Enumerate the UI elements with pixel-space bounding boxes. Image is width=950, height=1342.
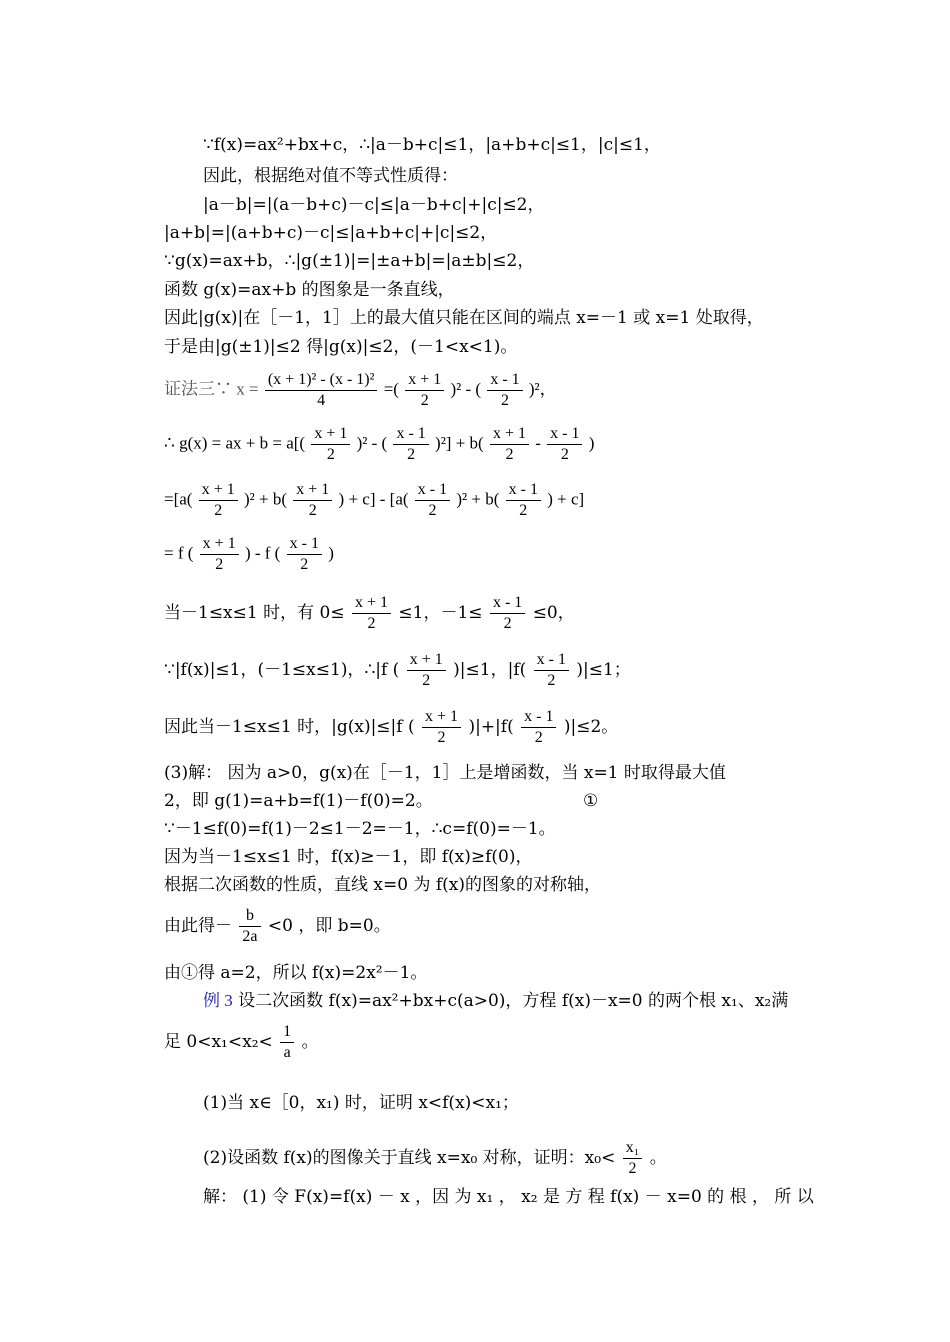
text-line: |a－b|=|(a－b+c)－c|≤|a－b+c|+|c|≤2， [203,195,545,215]
math-line: =[a( $\frac{x + 1}{2}$ )² + b( $\frac{x + 1}{2}$ ) + c] - [a( $\frac{x - 1}{2}$ )² + b( $\frac{x - 1}{2}$ ) + c] [164,481,585,519]
fraction: $\frac{x - 1}{2}$ [547,424,582,465]
fraction: $\frac{x - 1}{2}$ [534,650,569,691]
fraction: $\frac{x + 1}{2}$ [422,707,461,748]
math-line: (2)设函数 f(x)的图像关于直线 x=x₀ 对称，证明：x₀< $\frac{\text{x₁}}{2}$ 。 [203,1139,667,1177]
math-line: 因此当－1≤x≤1 时，|g(x)|≤|f ( $\frac{x + 1}{2}$ )|+|f( $\frac{x - 1}{2}$ )|≤2。 [164,708,619,746]
fraction: $\frac{x + 1}{2}$ [352,593,391,634]
example-label: 例 3 [203,991,233,1010]
fraction: $\frac{x - 1}{2}$ [490,593,525,634]
fraction: $\frac{x + 1}{2}$ [405,370,444,411]
math-text: 证法三∵ x = [164,379,259,399]
example-heading-line: 例 3 设二次函数 f(x)=ax²+bx+c(a>0)，方程 f(x)－x=0 的两个根 x₁、x₂满 [203,991,789,1011]
text-line: 函数 g(x)=ax+b 的图象是一条直线， [164,280,455,300]
math-line: ∵|f(x)|≤1，(－1≤x≤1)，∴|f ( $\frac{x + 1}{2}$ )|≤1，|f( $\frac{x - 1}{2}$ )|≤1； [164,651,631,689]
fraction: $\frac{x + 1}{2}$ [407,650,446,691]
text-line: 由①得 a=2，所以 f(x)=2x²－1。 [164,963,428,983]
fraction: $\frac{x + 1}{2}$ [199,480,238,521]
text-line: 因此|g(x)|在［－1，1］上的最大值只能在区间的端点 x=－1 或 x=1 处取得， [164,308,764,328]
text-line: 根据二次函数的性质，直线 x=0 为 f(x)的图象的对称轴， [164,875,602,895]
fraction: $\frac{x + 1}{2}$ [293,480,332,521]
fraction: $\frac{x + 1}{2}$ [200,534,239,575]
math-line: = f ( $\frac{x + 1}{2}$ ) - f ( $\frac{x - 1}{2}$ ) [164,535,334,573]
text-line: |a+b|=|(a+b+c)－c|≤|a+b+c|+|c|≤2， [164,223,498,243]
text-line: ∵g(x)=ax+b，∴|g(±1)|=|±a+b|=|a±b|≤2， [164,251,535,271]
fraction: $\frac{1}{a}$ [280,1022,294,1063]
text-line: 因为当－1≤x≤1 时，f(x)≥－1，即 f(x)≥f(0)， [164,847,533,867]
math-line: 证法三∵ x = $\frac{\text{(x + 1)² - (x - 1)²}}{4}$ =( $\frac{x + 1}{2}$ )² - ( $\frac{x - 1}{2}$ )²， [164,371,557,409]
math-line: 足 0<x₁<x₂< $\frac{1}{a}$ 。 [164,1023,319,1061]
fraction: $\frac{x - 1}{2}$ [287,534,322,575]
fraction: $\frac{x - 1}{2}$ [487,370,522,411]
fraction: $\frac{x - 1}{2}$ [521,707,556,748]
circled-one-marker: ① [583,791,599,811]
fraction: $\frac{\text{x₁}}{2}$ [623,1138,643,1179]
text-line: 2，即 g(1)=a+b=f(1)－f(0)=2。 [164,791,433,811]
fraction: $\frac{x - 1}{2}$ [506,480,541,521]
math-line: 当－1≤x≤1 时，有 0≤ $\frac{x + 1}{2}$ ≤1，－1≤ $\frac{x - 1}{2}$ ≤0， [164,594,575,632]
math-line: ∴ g(x) = ax + b = a[( $\frac{x + 1}{2}$ )² - ( $\frac{x - 1}{2}$ )²] + b( $\frac{x + 1}{2}$ - $\frac{x - 1}{2}$ ) [164,425,595,463]
fraction: $\frac{x + 1}{2}$ [490,424,529,465]
text-line: (1)当 x∈［0，x₁) 时，证明 x<f(x)<x₁； [203,1093,519,1113]
text-line: 解： (1) 令 F(x)=f(x) － x ，因 为 x₁ ， x₂ 是 方 程 f(x) － x=0 的 根 ， 所 以 [203,1187,814,1207]
text-line: 于是由|g(±1)|≤2 得|g(x)|≤2，(－1<x<1)。 [164,337,518,357]
math-line: 由此得－ $\frac{b}{2a}$ <0 ，即 b=0。 [164,907,391,945]
text-line: ∵－1≤f(0)=f(1)－2≤1－2=－1，∴c=f(0)=－1。 [164,819,556,839]
fraction: $\frac{\text{(x + 1)² - (x - 1)²}}{4}$ [265,370,378,411]
fraction: $\frac{b}{2a}$ [239,906,260,947]
fraction: $\frac{x + 1}{2}$ [311,424,350,465]
fraction: $\frac{x - 1}{2}$ [415,480,450,521]
text-line: ∵f(x)=ax²+bx+c，∴|a－b+c|≤1，|a+b+c|≤1，|c|≤1， [203,135,661,155]
text-line: (3)解： 因为 a>0，g(x)在［－1，1］上是增函数，当 x=1 时取得最大值 [164,763,726,783]
text-line: 因此，根据绝对值不等式性质得： [203,166,458,186]
fraction: $\frac{x - 1}{2}$ [393,424,428,465]
